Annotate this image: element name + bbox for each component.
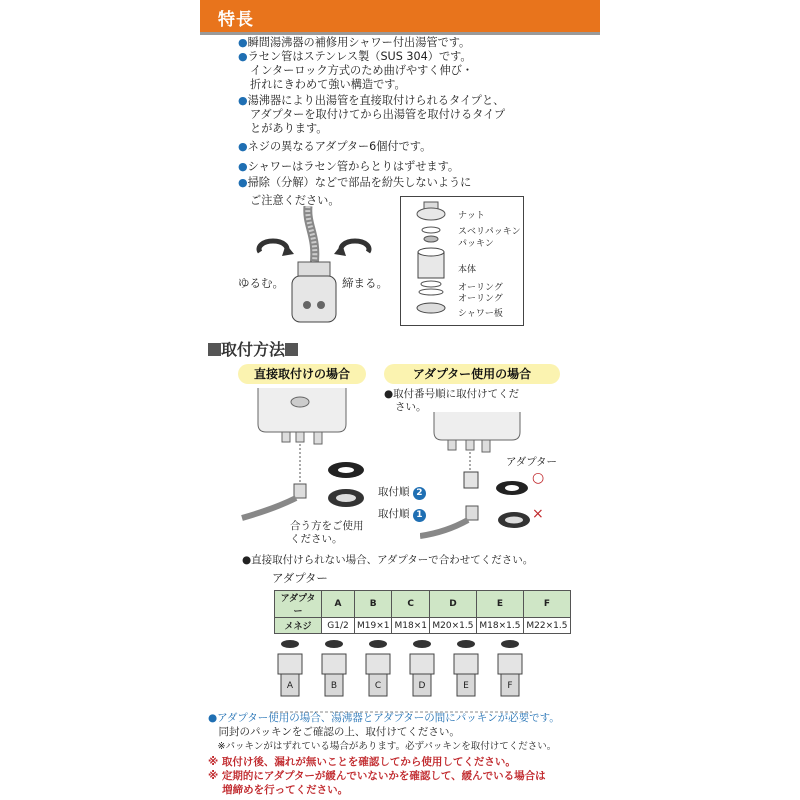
direct-install-label: 直接取付けの場合 bbox=[238, 364, 366, 384]
adapter-c-icon bbox=[366, 640, 390, 696]
square-bullet-icon bbox=[285, 343, 298, 356]
hose-connector-icon bbox=[242, 484, 306, 518]
feature-item: ●シャワーはラセン管からとりはずせます。 bbox=[238, 160, 460, 173]
table-cell: M18×1.5 bbox=[476, 618, 523, 634]
table-cell: メネジ bbox=[275, 618, 322, 634]
direct-note-line: ください。 bbox=[290, 533, 343, 545]
feature-line: 折れにきわめて強い構造です。 bbox=[250, 78, 406, 91]
note-line: ●アダプター使用の場合、湯沸器とアダプターの間にパッキンが必要です。 bbox=[208, 712, 560, 724]
adapter-letter: F bbox=[507, 681, 513, 691]
table-cell: M20×1.5 bbox=[429, 618, 476, 634]
feature-item: ●ラセン管はステンレス製（SUS 304）です。 bbox=[238, 50, 472, 63]
adapter-letter: A bbox=[286, 681, 294, 691]
header-divider bbox=[200, 32, 600, 35]
table-cell: G1/2 bbox=[322, 618, 355, 634]
adapter-d-icon bbox=[410, 640, 434, 696]
warning-line: 増締めを行ってください。 bbox=[208, 784, 349, 796]
correct-mark: ○ bbox=[532, 470, 545, 486]
table-cell: アダプター bbox=[275, 591, 322, 618]
water-heater-icon bbox=[258, 388, 346, 444]
feature-line: ご注意ください。 bbox=[250, 194, 340, 207]
main-body-icon bbox=[418, 248, 444, 278]
adapter-letter: B bbox=[330, 681, 338, 691]
note-line: ※パッキンがはずれている場合があります。必ずパッキンを取付けてください。 bbox=[208, 741, 557, 752]
table-cell: D bbox=[429, 591, 476, 618]
page-title: 特長 bbox=[218, 10, 254, 30]
part-label: オーリング bbox=[458, 283, 503, 293]
install-order-2: 取付順 2 bbox=[378, 486, 426, 500]
square-bullet-icon bbox=[208, 343, 221, 356]
adapter-note-line: ●取付番号順に取付けてくだ bbox=[384, 388, 520, 400]
direct-note-line: 合う方をご使用 bbox=[290, 520, 364, 532]
part-label: 本体 bbox=[458, 265, 477, 275]
table-cell: A bbox=[322, 591, 355, 618]
part-label: スベリパッキン bbox=[458, 227, 521, 237]
adapter-letter: D bbox=[418, 681, 426, 691]
adapter-letter: E bbox=[463, 681, 469, 691]
feature-item: ●掃除（分解）などで部品を紛失しないように bbox=[238, 176, 472, 189]
table-cell: M19×1 bbox=[355, 618, 392, 634]
adapter-e-icon bbox=[454, 640, 478, 696]
adapter-table bbox=[274, 590, 571, 634]
tighten-arrow-icon bbox=[334, 241, 369, 256]
feature-item: ●湯沸器により出湯管を直接取付けられるタイプと、 bbox=[238, 94, 505, 107]
adapter-intro: ●直接取付けられない場合、アダプターで合わせてください。 bbox=[242, 554, 534, 566]
header-bar bbox=[200, 0, 600, 32]
parts-exploded-view bbox=[404, 200, 458, 322]
tighten-label: 締まる。 bbox=[342, 276, 388, 290]
table-cell: F bbox=[523, 591, 570, 618]
part-label: シャワー板 bbox=[458, 309, 503, 319]
adapter-callout: アダプター bbox=[506, 456, 558, 468]
adapter-install-label: アダプター使用の場合 bbox=[384, 364, 560, 384]
table-cell: C bbox=[392, 591, 429, 618]
feature-item: ●ネジの異なるアダプター6個付です。 bbox=[238, 140, 432, 153]
o-ring-icon bbox=[419, 281, 443, 295]
table-cell: E bbox=[476, 591, 523, 618]
loosen-arrow-icon bbox=[259, 241, 294, 256]
part-label: ナット bbox=[458, 211, 485, 221]
feature-line: アダプターを取付けてから出湯管を取付けるタイプ bbox=[250, 108, 506, 121]
incorrect-mark: × bbox=[532, 506, 544, 522]
part-label: パッキン bbox=[458, 239, 494, 249]
table-row bbox=[275, 591, 571, 618]
warning-line: ※ 定期的にアダプターが緩んでいないかを確認して、緩んでいる場合は bbox=[208, 770, 546, 782]
water-heater-icon bbox=[434, 412, 520, 452]
adapter-note-line: さい。 bbox=[395, 401, 427, 413]
shower-plate-icon bbox=[417, 303, 445, 313]
feature-line: とがあります。 bbox=[250, 122, 328, 135]
adapter-a-icon bbox=[278, 640, 302, 696]
table-cell: B bbox=[355, 591, 392, 618]
adapter-drawings bbox=[270, 636, 532, 716]
feature-line: インターロック方式のため曲げやすく伸び・ bbox=[250, 64, 474, 77]
table-cell: M22×1.5 bbox=[523, 618, 570, 634]
adapter-b-icon bbox=[322, 640, 346, 696]
warning-line: ※ 取付け後、漏れが無いことを確認してから使用してください。 bbox=[208, 756, 516, 768]
table-cell: M18×1 bbox=[392, 618, 429, 634]
part-label: オーリング bbox=[458, 294, 503, 304]
feature-item: ●瞬間湯沸器の補修用シャワー付出湯管です。 bbox=[238, 36, 471, 49]
hose-icon bbox=[308, 206, 315, 266]
adapter-letter: C bbox=[374, 681, 382, 691]
section-title: 取付方法 bbox=[208, 337, 298, 360]
adapter-f-icon bbox=[498, 640, 522, 696]
packing-ring-icon bbox=[328, 462, 364, 507]
table-row bbox=[275, 618, 571, 634]
hose-connector-icon bbox=[420, 506, 478, 536]
adapter-icon bbox=[464, 472, 478, 488]
loosen-label: ゆるむ。 bbox=[238, 276, 284, 290]
direct-install-diagram bbox=[236, 388, 376, 538]
packing-ring-icon bbox=[496, 481, 530, 528]
shower-body-icon bbox=[292, 262, 336, 322]
note-line: 同封のパッキンをご確認の上、取付けてください。 bbox=[208, 726, 460, 738]
adapter-table-title: アダプター bbox=[272, 571, 328, 585]
slip-packing-icon bbox=[422, 227, 440, 233]
rotation-illustration bbox=[236, 206, 396, 330]
nut-icon bbox=[417, 202, 445, 220]
install-order-1: 取付順 1 bbox=[378, 508, 426, 522]
packing-icon bbox=[424, 236, 438, 242]
